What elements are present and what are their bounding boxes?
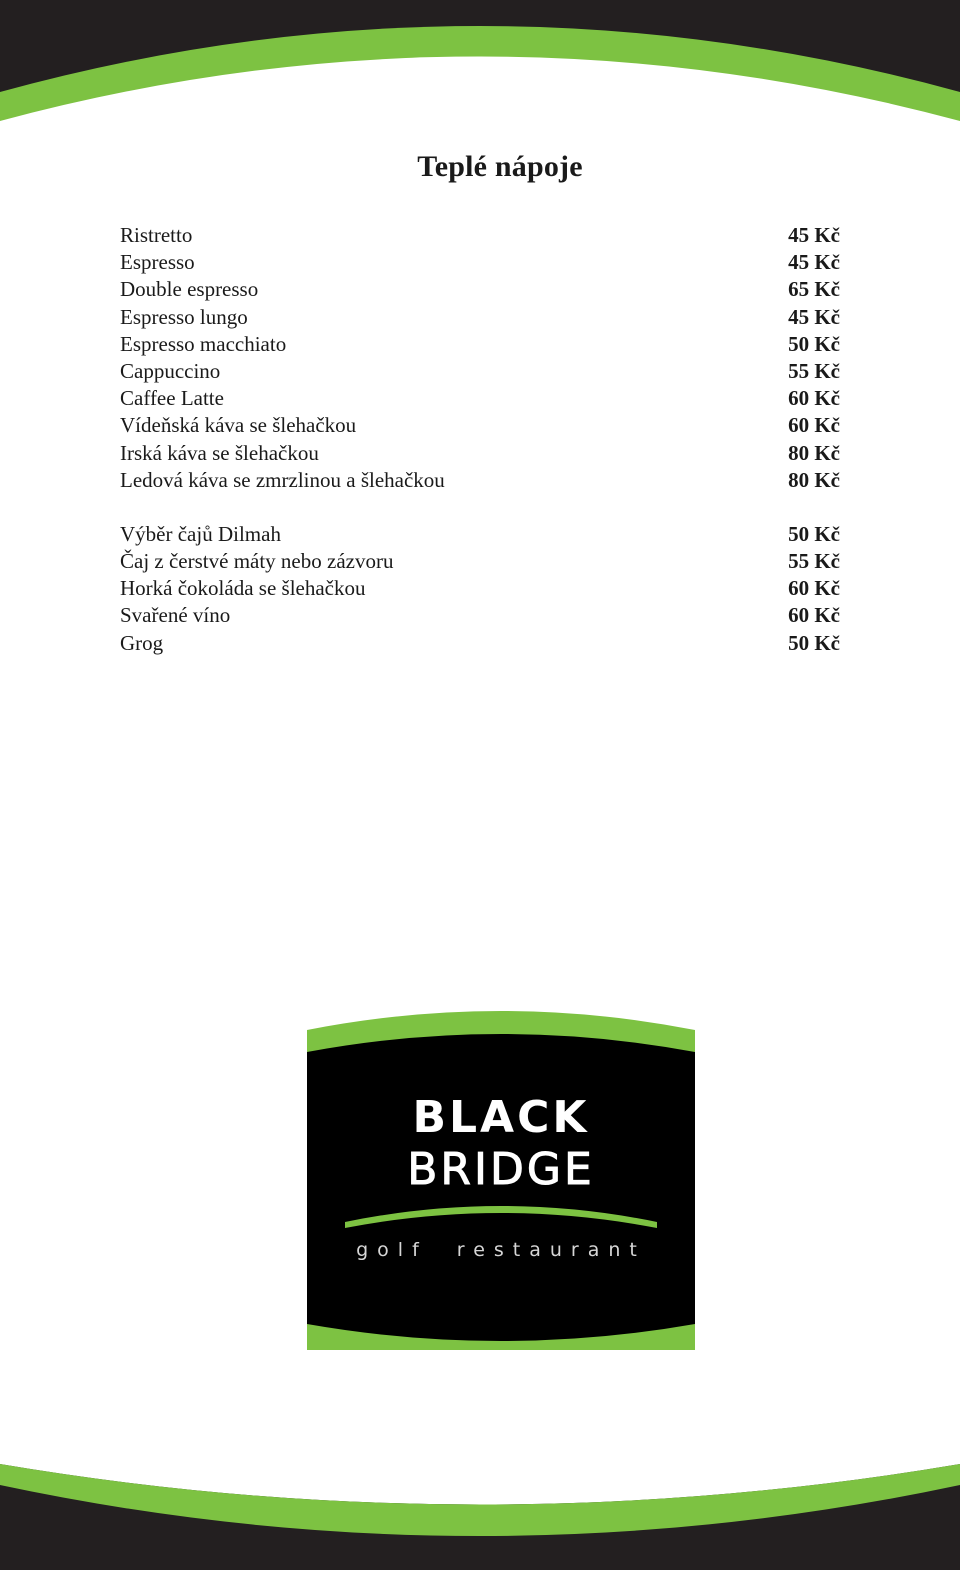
menu-item-price: 80 Kč xyxy=(788,467,840,492)
menu-item-price: 45 Kč xyxy=(788,304,840,329)
menu-item xyxy=(120,575,840,602)
menu-item xyxy=(120,467,840,494)
menu-item-price: 50 Kč xyxy=(788,630,840,655)
menu-item xyxy=(120,630,840,657)
menu-item-name: Espresso lungo xyxy=(120,304,248,329)
black-bridge-logo xyxy=(307,1006,695,1350)
menu-item-price: 45 Kč xyxy=(788,250,840,275)
top-frame-decoration xyxy=(0,0,960,130)
menu-item-price: 50 Kč xyxy=(788,331,840,356)
menu-item-price: 80 Kč xyxy=(788,440,840,465)
menu-item xyxy=(120,521,840,548)
menu-item-name: Irská káva se šlehačkou xyxy=(120,440,319,465)
logo-text-bridge: BRIDGE xyxy=(407,1144,595,1195)
menu-group-coffee xyxy=(120,222,840,494)
menu-item xyxy=(120,385,840,412)
menu-item-price: 60 Kč xyxy=(788,413,840,438)
menu-item xyxy=(120,440,840,467)
menu-item-name: Cappuccino xyxy=(120,358,221,383)
bottom-frame-decoration xyxy=(0,1455,960,1570)
logo-text-black: BLACK xyxy=(412,1092,590,1143)
menu-item-price: 60 Kč xyxy=(788,603,840,628)
menu-item xyxy=(120,548,840,575)
menu-item-name: Výběr čajů Dilmah xyxy=(120,521,281,546)
menu-item xyxy=(120,358,840,385)
menu-list xyxy=(120,222,840,657)
menu-item-price: 45 Kč xyxy=(788,223,840,247)
menu-item xyxy=(120,276,840,303)
menu-item-price: 65 Kč xyxy=(788,277,840,302)
menu-group-other xyxy=(120,521,840,657)
menu-item-name: Svařené víno xyxy=(120,603,231,628)
menu-item xyxy=(120,222,840,249)
menu-item-price: 55 Kč xyxy=(788,358,840,383)
menu-item xyxy=(120,304,840,331)
menu-item-name: Grog xyxy=(120,630,164,655)
menu-item-name: Caffee Latte xyxy=(120,386,224,411)
menu-item xyxy=(120,602,840,629)
menu-item-name: Horká čokoláda se šlehačkou xyxy=(120,576,366,601)
menu-item xyxy=(120,331,840,358)
menu-item-price: 60 Kč xyxy=(788,576,840,601)
menu-item-name: Ledová káva se zmrzlinou a šlehačkou xyxy=(120,467,445,492)
logo-tagline: golf restaurant xyxy=(356,1239,646,1261)
menu-item-price: 55 Kč xyxy=(788,549,840,574)
menu-item xyxy=(120,249,840,276)
menu-item-name: Espresso xyxy=(120,250,195,275)
menu-item xyxy=(120,412,840,439)
menu-item-name: Double espresso xyxy=(120,277,259,302)
page-title: Teplé nápoje xyxy=(417,150,583,183)
menu-item-price: 50 Kč xyxy=(788,521,840,546)
menu-item-name: Espresso macchiato xyxy=(120,331,287,356)
menu-item-price: 60 Kč xyxy=(788,386,840,411)
menu-item-name: Ristretto xyxy=(120,223,193,247)
menu-item-name: Čaj z čerstvé máty nebo zázvoru xyxy=(120,549,394,574)
menu-item-name: Vídeňská káva se šlehačkou xyxy=(120,413,357,438)
